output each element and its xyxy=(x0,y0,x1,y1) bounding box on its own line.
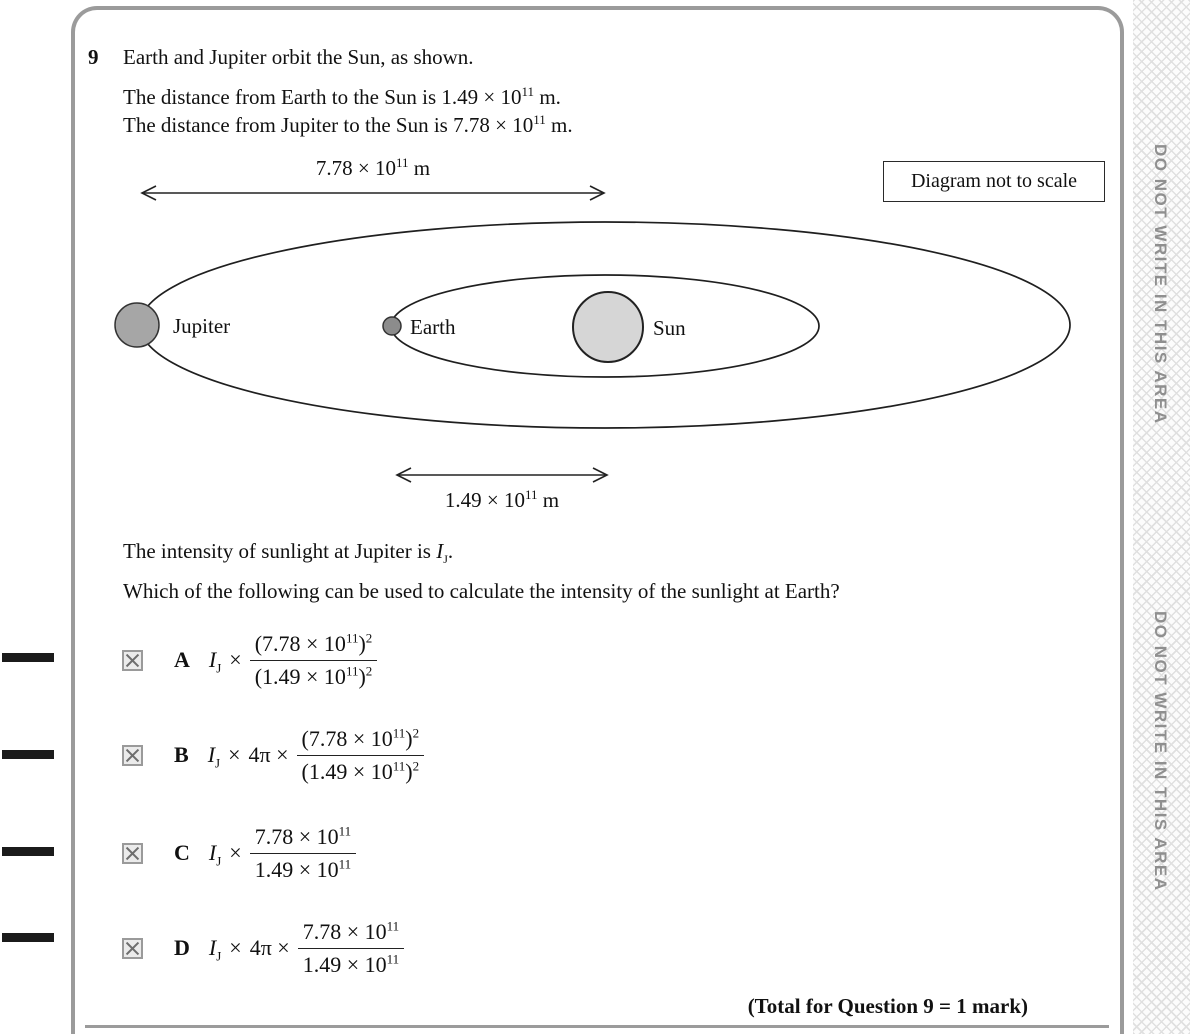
jupiter-distance-text: The distance from Jupiter to the Sun is 7.78 × 10 xyxy=(123,113,534,137)
earth-distance-arrow xyxy=(393,464,611,486)
fraction-denominator: $(1.49 \times 10^{11})^2$ xyxy=(297,755,425,785)
times-sign: × xyxy=(229,935,242,960)
fraction xyxy=(250,631,378,690)
question-prompt: Which of the following can be used to calculate the intensity of the sunlight at Earth? xyxy=(123,579,840,603)
jupiter-arrow-unit: m xyxy=(408,156,431,180)
earth-distance-unit: m. xyxy=(534,85,561,109)
intensity-period: . xyxy=(447,539,454,563)
option-c-formula xyxy=(209,824,364,883)
option-a-formula xyxy=(209,631,385,690)
jupiter-arrow-label xyxy=(138,156,608,181)
answer-checkbox-a[interactable] xyxy=(122,650,143,671)
jupiter-label: Jupiter xyxy=(173,314,231,338)
earth-arrow-unit: m xyxy=(537,488,560,512)
binding-mark xyxy=(2,653,54,662)
intensity-term: $I_J$ xyxy=(208,840,222,869)
checkbox-x-icon xyxy=(124,652,141,669)
answer-checkbox-c[interactable] xyxy=(122,843,143,864)
earth-distance-exponent: 11 xyxy=(521,84,535,99)
fraction-denominator: $1.49 \times 10^{11}$ xyxy=(298,948,404,978)
option-c-letter: C xyxy=(174,840,190,865)
scale-note-box xyxy=(883,161,1105,202)
sun-circle xyxy=(573,292,643,362)
orbit-diagram xyxy=(85,210,1085,442)
times-sign: × xyxy=(229,840,242,865)
fraction-numerator: $(7.78 \times 10^{11})^2$ xyxy=(301,725,420,751)
intensity-term: $I_J$ xyxy=(208,647,222,676)
fraction-denominator: $1.49 \times 10^{11}$ xyxy=(250,853,356,883)
sun-label: Sun xyxy=(653,316,686,340)
earth-label: Earth xyxy=(410,315,456,339)
question-number: 9 xyxy=(88,45,99,69)
question-divider-rule xyxy=(85,1025,1109,1028)
pi-term: 4π × xyxy=(249,935,290,960)
intensity-term: $I_J$ xyxy=(207,742,221,771)
option-a-letter: A xyxy=(174,647,190,672)
question-intro-line: Earth and Jupiter orbit the Sun, as shown. xyxy=(123,45,474,69)
checkbox-x-icon xyxy=(124,747,141,764)
do-not-write-watermark-top: DO NOT WRITE IN THIS AREA xyxy=(1151,143,1170,425)
fraction-numerator: $7.78 \times 10^{11}$ xyxy=(254,823,352,849)
option-d-row xyxy=(122,905,412,991)
intensity-symbol: I xyxy=(436,539,444,563)
checkbox-x-icon xyxy=(124,845,141,862)
option-b-row xyxy=(122,708,432,802)
binding-mark xyxy=(2,847,54,856)
option-c-row xyxy=(122,810,364,896)
option-d-formula xyxy=(209,919,412,978)
earth-arrow-exponent: 11 xyxy=(524,487,538,502)
intensity-line xyxy=(123,539,454,567)
intensity-subscript: J xyxy=(443,552,448,567)
jupiter-arrow-value: 7.78 × 10 xyxy=(315,156,396,180)
times-sign: × xyxy=(228,742,241,767)
answer-checkbox-d[interactable] xyxy=(122,938,143,959)
jupiter-arrow-exponent: 11 xyxy=(395,155,409,170)
jupiter-distance-exponent: 11 xyxy=(533,112,546,127)
intensity-term: $I_J$ xyxy=(208,935,222,964)
fraction xyxy=(298,919,404,978)
earth-distance-text: The distance from Earth to the Sun is 1.49 × 10 xyxy=(123,85,522,109)
option-a-row xyxy=(122,613,385,707)
earth-arrow-label xyxy=(393,488,611,513)
option-b-letter: B xyxy=(174,742,189,767)
jupiter-distance-arrow xyxy=(138,182,608,204)
fraction xyxy=(297,726,425,785)
jupiter-distance-line xyxy=(123,113,573,138)
binding-mark xyxy=(2,750,54,759)
earth-arrow-value: 1.49 × 10 xyxy=(444,488,525,512)
option-b-formula xyxy=(208,726,432,785)
jupiter-circle xyxy=(115,303,159,347)
answer-checkbox-b[interactable] xyxy=(122,745,143,766)
earth-circle xyxy=(383,317,401,335)
scale-note-text: Diagram not to scale xyxy=(910,170,1078,192)
fraction xyxy=(250,824,356,883)
binding-mark xyxy=(2,933,54,942)
fraction-denominator: $(1.49 \times 10^{11})^2$ xyxy=(250,660,378,690)
jupiter-distance-unit: m. xyxy=(545,113,573,137)
times-sign: × xyxy=(229,647,242,672)
intensity-text: The intensity of sunlight at Jupiter is xyxy=(123,539,437,563)
total-marks-line: (Total for Question 9 = 1 mark) xyxy=(747,994,1028,1018)
fraction-numerator: $(7.78 \times 10^{11})^2$ xyxy=(254,630,373,656)
earth-distance-line xyxy=(123,85,561,110)
fraction-numerator: $7.78 \times 10^{11}$ xyxy=(302,918,400,944)
do-not-write-watermark-bottom: DO NOT WRITE IN THIS AREA xyxy=(1151,610,1170,892)
option-d-letter: D xyxy=(174,935,190,960)
pi-term: 4π × xyxy=(248,742,289,767)
checkbox-x-icon xyxy=(124,940,141,957)
